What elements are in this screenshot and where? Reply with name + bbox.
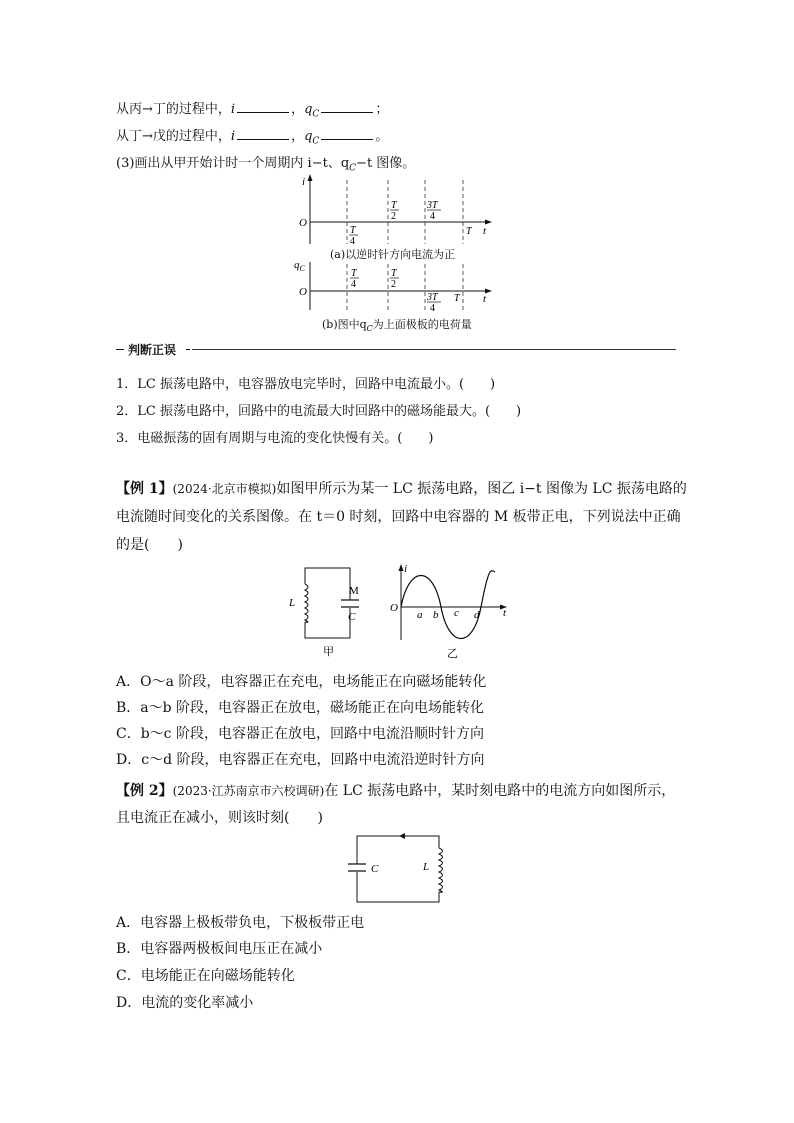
label-b: b	[433, 609, 439, 621]
example-tag: 【例 2】	[116, 783, 173, 799]
circuit-ex2	[345, 830, 450, 910]
label-C: C	[371, 863, 379, 875]
caption-sub: C	[366, 324, 373, 334]
graph-yi	[385, 560, 515, 660]
figure-b-qt-axes	[290, 258, 500, 318]
tick-T-num: T	[350, 225, 356, 236]
option-ex2-D[interactable]: D．电流的变化率减小	[116, 995, 254, 1011]
example-2-line-1	[116, 780, 675, 800]
origin-label: O	[299, 286, 307, 298]
example-source: (2023·江苏南京市六校调研)	[172, 784, 325, 798]
q3-end: −t 图像。	[356, 156, 416, 171]
line-prefix: 从丁→戊的过程中，	[116, 129, 231, 144]
section-title: 判断正误	[128, 343, 177, 357]
section-rule	[192, 349, 676, 350]
tick-3T-num: 3T	[427, 292, 438, 303]
answer-blank[interactable]	[237, 100, 289, 113]
circuit-jia	[285, 560, 365, 660]
tick-T: T	[454, 293, 460, 304]
answer-blank[interactable]	[237, 127, 289, 140]
tick-T-num: T	[351, 268, 357, 279]
caption-post: 为上面极板的电荷量	[372, 318, 472, 331]
var-q: q	[304, 102, 313, 117]
option-ex2-B[interactable]: B．电容器两极板间电压正在减小	[116, 941, 323, 957]
label-L: L	[423, 861, 430, 873]
label-C: C	[348, 611, 356, 623]
option-ex1-C[interactable]: C．b～c 阶段，电容器正在放电，回路中电流沿顺时针方向	[116, 726, 484, 742]
option-ex1-D[interactable]: D．c～d 阶段，电容器正在充电，回路中电流沿逆时针方向	[116, 752, 485, 768]
axis-y-label: $q_C$	[294, 259, 305, 273]
tick-T: T	[466, 226, 472, 237]
separator: ，	[291, 129, 305, 144]
tick-2-den: 2	[391, 211, 396, 222]
example-source: (2024·北京市模拟)	[172, 482, 277, 496]
judge-item-1: 1．LC 振荡电路中，电容器放电完毕时，回路中电流最小。( )	[116, 377, 496, 392]
answer-blank[interactable]	[321, 127, 373, 140]
option-ex1-A[interactable]: A．O～a 阶段，电容器正在充电，电场能正在向磁场能转化	[116, 674, 487, 690]
tick-T2-num: T	[391, 268, 397, 279]
var-q: q	[304, 129, 313, 144]
var-i: i	[230, 129, 236, 144]
tick-4-den: 4	[351, 279, 356, 290]
separator: ，	[291, 102, 305, 117]
label-yi: 乙	[447, 648, 458, 660]
example-text: 在 LC 振荡电路中，某时刻电路中的电流方向如图所示，	[324, 783, 676, 799]
example-1-line-2: 电流随时间变化的关系图像。在 t＝0 时刻，回路中电容器的 M 板带正电，下列说法中正确	[116, 509, 681, 525]
line-prefix: 从丙→丁的过程中，	[116, 102, 231, 117]
tick-T2-num: T	[391, 200, 397, 211]
example-2-line-2: 且电流正在减小，则该时刻( )	[116, 810, 323, 826]
label-M: M	[349, 585, 359, 597]
label-O: O	[390, 602, 398, 614]
var-q-sub: C	[312, 136, 320, 147]
section-header	[116, 342, 676, 356]
axis-y-label: i	[302, 176, 306, 188]
axis-x-label: t	[483, 293, 487, 305]
section-marker-left	[116, 349, 124, 350]
tick-4-den: 4	[430, 211, 435, 222]
label-L: L	[289, 597, 296, 609]
q3-text: (3)画出从甲开始计时一个周期内 i−t、q	[116, 156, 350, 171]
label-jia: 甲	[323, 646, 334, 658]
figure-b-caption	[322, 316, 472, 333]
label-c: c	[454, 607, 459, 619]
example-text: 如图甲所示为某一 LC 振荡电路，图乙 i−t 图像为 LC 振荡电路的	[276, 481, 687, 497]
origin-label: O	[299, 217, 307, 229]
option-ex2-C[interactable]: C．电场能正在向磁场能转化	[116, 968, 295, 984]
section-marker-right	[186, 349, 190, 350]
answer-blank[interactable]	[321, 100, 373, 113]
caption-pre: (b)图中q	[322, 318, 367, 331]
example-tag: 【例 1】	[116, 481, 173, 497]
q3-sub: C	[349, 163, 357, 174]
fill-line-bing-ding	[116, 98, 388, 120]
fill-line-ding-wu	[116, 125, 388, 147]
option-ex2-A[interactable]: A．电容器上极板带负电，下极板带正电	[116, 915, 365, 931]
line-end: ；	[375, 102, 389, 117]
var-q-sub: C	[312, 109, 320, 120]
label-t: t	[503, 607, 507, 619]
line-end: 。	[375, 129, 389, 144]
judge-item-2: 2．LC 振荡电路中，回路中的电流最大时回路中的磁场能最大。( )	[116, 404, 522, 419]
tick-4-den: 4	[350, 236, 355, 247]
figure-a-caption: (a)以逆时针方向电流为正	[330, 248, 456, 261]
var-i: i	[230, 102, 236, 117]
question-3-text	[116, 152, 415, 174]
label-d: d	[474, 609, 480, 621]
option-ex1-B[interactable]: B．a～b 阶段，电容器正在放电，磁场能正在向电场能转化	[116, 700, 485, 716]
tick-2-den: 2	[391, 279, 396, 290]
judge-item-3: 3．电磁振荡的固有周期与电流的变化快慢有关。( )	[116, 431, 434, 446]
axis-x-label: t	[483, 225, 487, 237]
example-1-line-3: 的是( )	[116, 537, 183, 553]
label-a: a	[417, 609, 423, 621]
tick-4-den: 4	[430, 303, 435, 314]
label-i: i	[404, 563, 408, 575]
example-1-line-1	[116, 478, 687, 498]
tick-3T-num: 3T	[427, 200, 438, 211]
